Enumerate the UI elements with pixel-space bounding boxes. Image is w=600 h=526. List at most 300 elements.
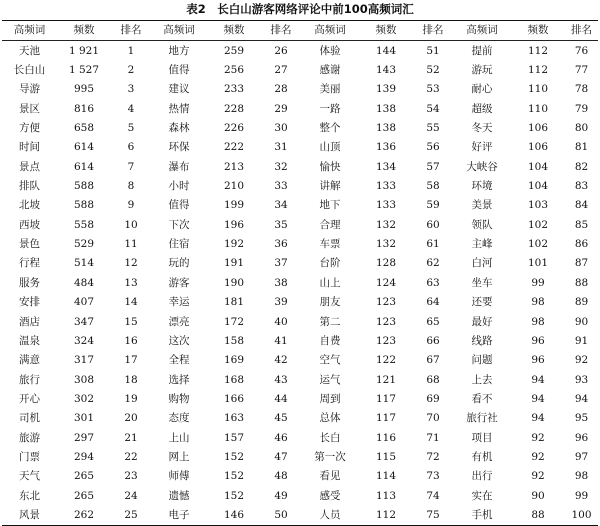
table-cell: 88 — [574, 276, 589, 289]
table-cell: 46 — [274, 431, 288, 444]
table-cell: 94 — [531, 412, 545, 425]
table-cell: 90 — [574, 315, 589, 328]
table-cell: 113 — [375, 489, 397, 502]
table-cell: 114 — [375, 470, 397, 483]
table-cell: 美景 — [471, 199, 493, 212]
table-cell: 3 — [127, 83, 135, 96]
table-cell: 31 — [274, 141, 288, 154]
table-row — [2, 448, 598, 467]
table-cell: 选择 — [168, 373, 190, 386]
table-cell: 超级 — [471, 102, 493, 115]
table-cell: 空气 — [319, 354, 341, 367]
table-cell: 山上 — [319, 276, 341, 289]
table-cell: 56 — [426, 141, 440, 154]
table-cell: 152 — [223, 451, 245, 464]
table-cell: 658 — [73, 121, 95, 134]
table-cell: 39 — [274, 296, 288, 309]
table-cell: 旅行 — [19, 373, 40, 386]
table-cell: 51 — [426, 44, 440, 57]
table-cell: 旅行社 — [466, 412, 498, 425]
table-cell: 长白 — [319, 431, 341, 444]
table-cell: 购物 — [168, 393, 190, 405]
table-cell: 住宿 — [168, 238, 190, 251]
table-cell: 132 — [375, 218, 397, 231]
table-cell: 71 — [426, 431, 440, 444]
table-cell: 115 — [375, 451, 397, 464]
table-cell: 347 — [73, 315, 95, 328]
table-cell: 100 — [565, 506, 598, 526]
table-cell: 33 — [274, 180, 288, 193]
table-cell: 558 — [73, 218, 95, 231]
table-cell: 92 — [531, 431, 545, 444]
table-row — [2, 119, 598, 138]
table-cell: 94 — [531, 393, 545, 405]
table-cell: 70 — [426, 412, 440, 425]
table-cell: 146 — [207, 506, 261, 526]
table-cell: 110 — [527, 102, 549, 115]
table-cell: 106 — [527, 121, 549, 134]
table-row — [2, 293, 598, 312]
table-cell: 96 — [531, 334, 545, 347]
table-cell: 139 — [375, 83, 397, 96]
table-cell: 62 — [426, 257, 440, 270]
table-cell: 54 — [426, 102, 440, 115]
table-cell: 58 — [426, 180, 440, 193]
table-cell: 213 — [223, 160, 245, 173]
table-cell: 123 — [375, 315, 397, 328]
table-cell: 游客 — [168, 276, 190, 289]
table-cell: 112 — [527, 44, 549, 57]
table-row — [2, 332, 598, 351]
table-cell: 94 — [574, 393, 589, 405]
table-cell: 方便 — [19, 121, 40, 134]
table-cell: 19 — [124, 393, 138, 405]
table-cell: 588 — [73, 180, 95, 193]
table-row — [2, 254, 598, 273]
table-cell: 99 — [574, 489, 589, 502]
table-cell: 74 — [426, 489, 440, 502]
table-cell: 69 — [426, 393, 440, 405]
table-cell: 172 — [223, 315, 245, 328]
table-cell: 265 — [73, 489, 95, 502]
table-cell: 66 — [426, 334, 440, 347]
table-cell: 163 — [223, 412, 245, 425]
table-cell: 司机 — [19, 412, 40, 425]
table-row — [2, 370, 598, 389]
table-cell: 师傅 — [168, 470, 190, 483]
table-cell: 816 — [73, 102, 95, 115]
table-cell: 景点 — [19, 160, 40, 173]
table-cell: 83 — [574, 180, 589, 193]
table-cell: 199 — [223, 199, 245, 212]
table-row — [2, 158, 598, 177]
table-cell: 长白山 — [13, 63, 46, 76]
table-cell: 漂亮 — [168, 315, 190, 328]
table-cell: 37 — [274, 257, 288, 270]
table-cell: 123 — [375, 334, 397, 347]
table-cell: 提前 — [471, 44, 493, 57]
table-cell: 运气 — [319, 373, 341, 386]
table-cell: 22 — [124, 451, 138, 464]
table-cell: 133 — [375, 199, 397, 212]
table-cell: 98 — [531, 296, 545, 309]
table-cell: 614 — [73, 160, 95, 173]
table-cell: 西坡 — [19, 218, 40, 231]
table-cell: 138 — [375, 121, 397, 134]
table-cell: 电子 — [151, 506, 207, 526]
table-cell: 77 — [574, 63, 589, 76]
table-cell: 226 — [223, 121, 245, 134]
table-cell: 614 — [73, 141, 95, 154]
table-row — [2, 506, 598, 526]
column-header: 高频词 — [453, 21, 511, 41]
table-cell: 坐车 — [471, 276, 493, 289]
table-cell: 服务 — [19, 276, 40, 289]
table-cell: 11 — [124, 238, 138, 251]
table-row — [2, 216, 598, 235]
column-header: 高频词 — [151, 21, 207, 41]
table-cell: 上山 — [168, 431, 190, 444]
table-cell: 1 527 — [68, 63, 100, 76]
table-cell: 55 — [426, 121, 440, 134]
table-cell: 152 — [223, 489, 245, 502]
table-cell: 64 — [426, 296, 440, 309]
table-cell: 一路 — [319, 102, 341, 115]
table-cell: 玩的 — [168, 257, 190, 270]
table-cell: 93 — [574, 373, 589, 386]
table-cell: 81 — [574, 141, 589, 154]
table-cell: 15 — [124, 315, 138, 328]
table-cell: 导游 — [19, 83, 40, 96]
table-cell: 冬天 — [471, 121, 493, 134]
table-cell: 环保 — [168, 141, 190, 154]
table-cell: 还要 — [471, 296, 493, 309]
table-cell: 324 — [73, 334, 95, 347]
table-cell: 101 — [527, 257, 549, 270]
table-cell: 全程 — [168, 354, 190, 367]
table-cell: 96 — [531, 354, 545, 367]
table-cell: 92 — [531, 451, 545, 464]
table-cell: 总体 — [319, 412, 341, 425]
table-cell: 遗憾 — [168, 489, 190, 502]
table-cell: 103 — [527, 199, 549, 212]
table-cell: 好评 — [471, 141, 493, 154]
table-cell: 121 — [375, 373, 397, 386]
table-cell: 588 — [73, 199, 95, 212]
table-cell: 36 — [274, 238, 288, 251]
table-cell: 天池 — [19, 44, 40, 57]
table-cell: 40 — [274, 315, 288, 328]
table-row — [2, 235, 598, 254]
column-header: 频数 — [57, 21, 111, 41]
table-row — [2, 429, 598, 448]
column-header: 频数 — [207, 21, 261, 41]
table-cell: 7 — [127, 160, 135, 173]
table-cell: 风景 — [2, 506, 57, 526]
table-cell: 50 — [261, 506, 301, 526]
table-cell: 43 — [274, 373, 288, 386]
table-cell: 景色 — [19, 238, 40, 251]
column-header: 排名 — [565, 21, 598, 41]
table-cell: 49 — [274, 489, 288, 502]
table-cell: 106 — [527, 141, 549, 154]
table-cell: 158 — [223, 334, 245, 347]
table-cell: 21 — [124, 431, 138, 444]
table-cell: 514 — [73, 257, 95, 270]
table-cell: 车票 — [319, 238, 341, 251]
table-cell: 大峡谷 — [466, 160, 498, 173]
table-cell: 294 — [73, 451, 95, 464]
table-cell: 上去 — [471, 373, 493, 386]
table-cell: 值得 — [168, 199, 190, 212]
table-cell: 朋友 — [319, 296, 341, 309]
table-cell: 89 — [574, 296, 589, 309]
table-cell: 117 — [375, 412, 397, 425]
table-cell: 301 — [73, 412, 95, 425]
table-cell: 92 — [531, 470, 545, 483]
table-cell: 1 921 — [68, 44, 100, 57]
table-cell: 25 — [111, 506, 151, 526]
table-row — [2, 41, 598, 61]
table-cell: 排队 — [19, 180, 40, 193]
table-cell: 开心 — [19, 393, 40, 405]
table-cell: 116 — [375, 431, 397, 444]
table-cell: 4 — [127, 102, 135, 115]
table-cell: 192 — [223, 238, 245, 251]
table-row — [2, 61, 598, 80]
table-cell: 134 — [375, 160, 397, 173]
table-cell: 周到 — [319, 393, 341, 405]
table-cell: 75 — [413, 506, 453, 526]
table-caption: 表2 长白山游客网络评论中前100高频词汇 — [186, 2, 414, 16]
table-cell: 9 — [127, 199, 135, 212]
table-cell: 112 — [359, 506, 413, 526]
table-cell: 308 — [73, 373, 95, 386]
table-cell: 自费 — [319, 334, 341, 347]
table-cell: 森林 — [168, 121, 190, 134]
table-cell: 最好 — [471, 315, 493, 328]
table-row — [2, 390, 598, 409]
table-cell: 30 — [274, 121, 288, 134]
table-cell: 手机 — [453, 506, 511, 526]
table-cell: 112 — [527, 63, 549, 76]
table-cell: 68 — [426, 373, 440, 386]
table-cell: 91 — [574, 334, 589, 347]
table-cell: 85 — [574, 218, 589, 231]
table-cell: 196 — [223, 218, 245, 231]
table-cell: 157 — [223, 431, 245, 444]
table-cell: 86 — [574, 238, 589, 251]
table-cell: 态度 — [168, 412, 190, 425]
table-cell: 88 — [511, 506, 565, 526]
column-header: 排名 — [413, 21, 453, 41]
table-cell: 110 — [527, 83, 549, 96]
table-cell: 98 — [574, 470, 589, 483]
table-cell: 门票 — [19, 451, 40, 464]
table-cell: 84 — [574, 199, 589, 212]
table-cell: 小时 — [168, 180, 190, 193]
table-cell: 104 — [527, 180, 549, 193]
table-cell: 529 — [73, 238, 95, 251]
table-cell: 96 — [574, 431, 589, 444]
table-row — [2, 351, 598, 370]
table-cell: 第二 — [319, 315, 341, 328]
table-cell: 8 — [127, 180, 135, 193]
column-header: 排名 — [261, 21, 301, 41]
table-cell: 酒店 — [19, 315, 40, 328]
table-cell: 210 — [223, 180, 245, 193]
table-cell: 53 — [426, 83, 440, 96]
table-cell: 6 — [127, 141, 135, 154]
table-cell: 168 — [223, 373, 245, 386]
table-cell: 人员 — [301, 506, 359, 526]
table-cell: 76 — [574, 44, 589, 57]
table-cell: 20 — [124, 412, 138, 425]
column-header: 排名 — [111, 21, 151, 41]
table-cell: 152 — [223, 470, 245, 483]
table-cell: 整个 — [319, 121, 341, 134]
table-cell: 60 — [426, 218, 440, 231]
table-cell: 游玩 — [471, 63, 493, 76]
table-cell: 有机 — [471, 451, 493, 464]
table-cell: 123 — [375, 296, 397, 309]
table-row — [2, 99, 598, 118]
table-cell: 5 — [127, 121, 135, 134]
table-cell: 104 — [527, 160, 549, 173]
table-cell: 28 — [274, 83, 288, 96]
table-cell: 190 — [223, 276, 245, 289]
table-cell: 18 — [124, 373, 138, 386]
table-cell: 73 — [426, 470, 440, 483]
table-cell: 72 — [426, 451, 440, 464]
table-cell: 59 — [426, 199, 440, 212]
table-cell: 天气 — [19, 470, 40, 483]
table-cell: 222 — [223, 141, 245, 154]
table-cell: 87 — [574, 257, 589, 270]
table-cell: 线路 — [471, 334, 493, 347]
table-row — [2, 409, 598, 428]
table-cell: 幸运 — [168, 296, 190, 309]
table-cell: 95 — [574, 412, 589, 425]
table-cell: 建议 — [168, 83, 190, 96]
table-cell: 景区 — [19, 102, 40, 115]
table-cell: 安排 — [19, 296, 40, 309]
table-cell: 东北 — [19, 489, 40, 502]
table-cell: 67 — [426, 354, 440, 367]
table-cell: 265 — [73, 470, 95, 483]
table-cell: 看见 — [319, 470, 341, 483]
table-cell: 北坡 — [19, 199, 40, 212]
table-header-row — [2, 21, 598, 41]
table-cell: 地下 — [319, 199, 341, 212]
table-cell: 262 — [57, 506, 111, 526]
table-cell: 484 — [73, 276, 95, 289]
table-cell: 出行 — [471, 470, 493, 483]
table-cell: 82 — [574, 160, 589, 173]
table-row — [2, 312, 598, 331]
table-cell: 看不 — [471, 393, 493, 405]
table-cell: 第一次 — [314, 451, 346, 464]
table-cell: 97 — [574, 451, 589, 464]
column-header: 高频词 — [301, 21, 359, 41]
table-cell: 26 — [274, 44, 288, 57]
table-cell: 63 — [426, 276, 440, 289]
table-cell: 35 — [274, 218, 288, 231]
table-cell: 27 — [274, 63, 288, 76]
table-cell: 47 — [274, 451, 288, 464]
table-cell: 愉快 — [319, 160, 341, 173]
table-cell: 17 — [124, 354, 138, 367]
table-cell: 45 — [274, 412, 288, 425]
table-cell: 122 — [375, 354, 397, 367]
table-cell: 下次 — [168, 218, 190, 231]
table-row — [2, 80, 598, 99]
table-cell: 166 — [223, 393, 245, 405]
table-cell: 值得 — [168, 63, 190, 76]
table-cell: 128 — [375, 257, 397, 270]
table-cell: 52 — [426, 63, 440, 76]
table-cell: 99 — [531, 276, 545, 289]
table-cell: 80 — [574, 121, 589, 134]
table-cell: 94 — [531, 373, 545, 386]
table-cell: 24 — [124, 489, 138, 502]
table-cell: 1 — [127, 44, 135, 57]
table-cell: 317 — [73, 354, 95, 367]
column-header: 高频词 — [2, 21, 57, 41]
table-cell: 78 — [574, 83, 589, 96]
table-cell: 实在 — [471, 489, 493, 502]
table-cell: 行程 — [19, 257, 40, 270]
table-cell: 领队 — [471, 218, 493, 231]
table-cell: 138 — [375, 102, 397, 115]
table-cell: 407 — [73, 296, 95, 309]
table-cell: 259 — [223, 44, 245, 57]
table-cell: 57 — [426, 160, 440, 173]
table-cell: 问题 — [471, 354, 493, 367]
column-header: 频数 — [359, 21, 413, 41]
table-cell: 耐心 — [471, 83, 493, 96]
table-cell: 2 — [127, 63, 135, 76]
table-cell: 102 — [527, 218, 549, 231]
table-cell: 温泉 — [19, 334, 40, 347]
table-cell: 191 — [223, 257, 245, 270]
table-row — [2, 487, 598, 506]
table-cell: 满意 — [19, 354, 40, 367]
table-cell: 995 — [73, 83, 95, 96]
table-row — [2, 177, 598, 196]
table-cell: 13 — [124, 276, 138, 289]
table-cell: 44 — [274, 393, 288, 405]
table-cell: 时间 — [19, 141, 40, 154]
table-cell: 主峰 — [471, 238, 493, 251]
table-cell: 体验 — [319, 44, 341, 57]
table-cell: 297 — [73, 431, 95, 444]
table-row — [2, 138, 598, 157]
table-cell: 302 — [73, 393, 95, 405]
table-cell: 124 — [375, 276, 397, 289]
table-cell: 144 — [375, 44, 397, 57]
table-cell: 98 — [531, 315, 545, 328]
table-cell: 92 — [574, 354, 589, 367]
frequency-table — [2, 20, 598, 526]
table-cell: 61 — [426, 238, 440, 251]
table-cell: 美丽 — [319, 83, 341, 96]
table-cell: 42 — [274, 354, 288, 367]
table-cell: 48 — [274, 470, 288, 483]
table-cell: 34 — [274, 199, 288, 212]
table-cell: 14 — [124, 296, 138, 309]
table-cell: 169 — [223, 354, 245, 367]
